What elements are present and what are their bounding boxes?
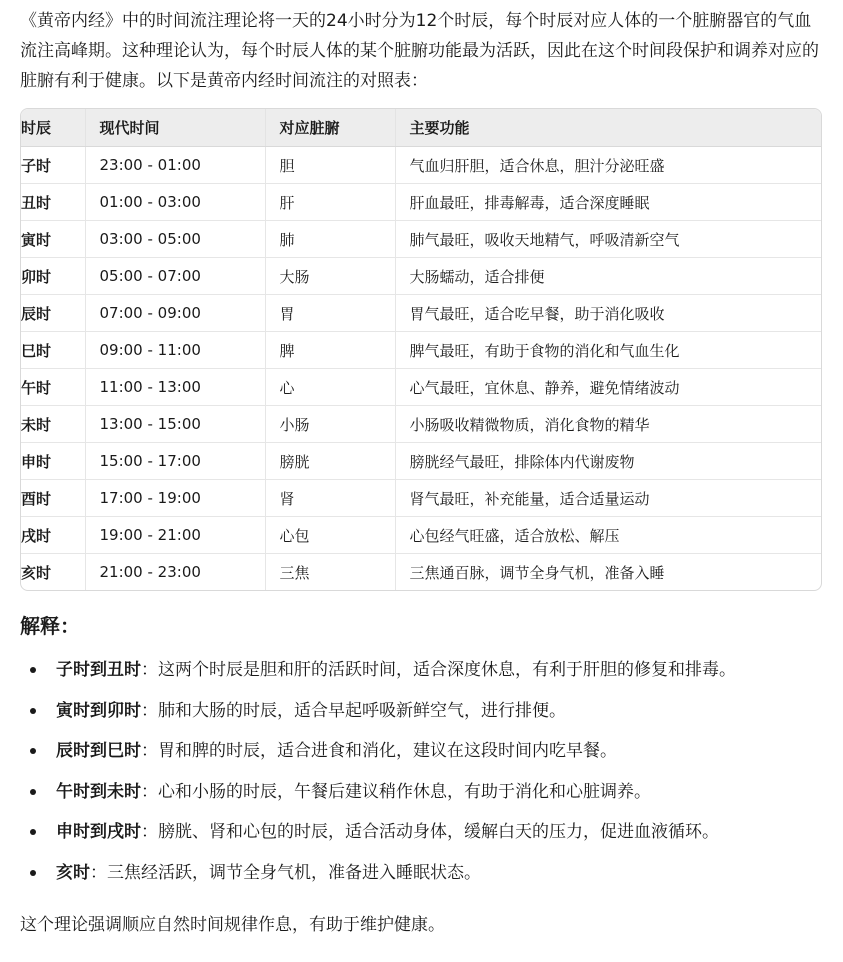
cell-modern-time: 15:00 - 17:00: [85, 443, 265, 480]
list-item: [20, 731, 830, 772]
list-item-term: 申时到戌时: [56, 822, 141, 842]
cell-function: 三焦通百脉，调节全身气机，准备入睡: [409, 563, 665, 582]
cell-shichen: 酉时: [21, 480, 85, 517]
bullet-dot-icon: [30, 667, 36, 673]
cell-modern-time: 07:00 - 09:00: [85, 295, 265, 332]
table-row: [21, 184, 821, 221]
list-item: [20, 853, 830, 894]
table-row: [21, 554, 821, 591]
cell-modern-time: 23:00 - 01:00: [85, 147, 265, 184]
list-item-text: ：肺和大肠的时辰，适合早起呼吸新鲜空气，进行排便。: [141, 700, 566, 721]
cell-function: 肺气最旺，吸收天地精气，呼吸清新空气: [395, 221, 821, 258]
cell-function: 脾气最旺，有助于食物的消化和气血生化: [395, 332, 821, 369]
list-item-text: ：膀胱、肾和心包的时辰，适合活动身体，缓解白天的压力，促进血液循环。: [141, 822, 719, 842]
list-item: [20, 772, 830, 813]
cell-organ: 肾: [265, 480, 395, 517]
cell-modern-time: 01:00 - 03:00: [85, 184, 265, 221]
list-item-text: ：胃和脾的时辰，适合进食和消化，建议在这段时间内吃早餐。: [141, 741, 617, 761]
cell-organ: 胆: [265, 147, 395, 184]
cell-function: 胃气最旺，适合吃早餐，助于消化吸收: [395, 295, 821, 332]
list-item-term: 辰时到巳时: [56, 741, 141, 761]
cell-modern-time: 09:00 - 11:00: [85, 332, 265, 369]
conclusion-paragraph: 这个理论强调顺应自然时间规律作息，有助于维护健康。: [20, 915, 445, 935]
cell-organ: 脾: [265, 332, 395, 369]
cell-modern-time: 05:00 - 07:00: [85, 258, 265, 295]
cell-organ: 心: [265, 369, 395, 406]
table-header-row: [21, 109, 821, 147]
bullet-dot-icon: [30, 870, 36, 876]
cell-function: 心包经气旺盛，适合放松、解压: [395, 517, 821, 554]
explain-list: [20, 650, 830, 893]
cell-function: 膀胱经气最旺，排除体内代谢废物: [395, 443, 821, 480]
explain-heading: 解释：: [20, 614, 80, 638]
list-item-text: ：心和小肠的时辰，午餐后建议稍作休息，有助于消化和心脏调养。: [141, 781, 651, 802]
table-row: [21, 147, 821, 184]
list-item-term: 午时到未时: [56, 781, 141, 802]
table-row: [21, 443, 821, 480]
table-row: [21, 258, 821, 295]
bullet-dot-icon: [30, 708, 36, 714]
cell-shichen: 亥时: [21, 554, 85, 591]
table-row: [21, 480, 821, 517]
cell-shichen: 申时: [21, 443, 85, 480]
cell-shichen: 辰时: [21, 295, 85, 332]
cell-shichen: 丑时: [21, 184, 85, 221]
list-item-term: 寅时到卯时: [56, 700, 141, 721]
table-row: [21, 517, 821, 554]
cell-organ: 胃: [265, 295, 395, 332]
cell-shichen: 巳时: [21, 332, 85, 369]
cell-function: 肾气最旺，补充能量，适合适量运动: [395, 480, 821, 517]
table-row: [21, 221, 821, 258]
cell-shichen: 寅时: [21, 221, 85, 258]
intro-paragraph: 《黄帝内经》中的时间流注理论将一天的24小时分为12个时辰，每个时辰对应人体的一个脏腑器官的气血流注高峰期。这种理论认为，每个时辰人体的某个脏腑功能最为活跃，因此在这个时间段保护和调养对应的脏腑有利于健康。以下是黄帝内经时间流注的对照表：: [20, 11, 819, 91]
header-modern-time: 现代时间: [85, 109, 265, 147]
cell-shichen: 子时: [21, 147, 85, 184]
cell-modern-time: 19:00 - 21:00: [85, 517, 265, 554]
cell-function: 气血归肝胆，适合休息，胆汁分泌旺盛: [395, 147, 821, 184]
cell-organ: 小肠: [265, 406, 395, 443]
cell-organ: 肝: [265, 184, 395, 221]
cell-shichen: 午时: [21, 369, 85, 406]
cell-function: 大肠蠕动，适合排便: [395, 258, 821, 295]
header-shichen: 时辰: [21, 109, 85, 147]
shichen-table: [20, 108, 822, 591]
list-item: [20, 691, 830, 732]
cell-modern-time: 17:00 - 19:00: [85, 480, 265, 517]
table-row: [21, 406, 821, 443]
list-item-text: ：这两个时辰是胆和肝的活跃时间，适合深度休息，有利于肝胆的修复和排毒。: [141, 660, 736, 680]
cell-shichen: 卯时: [21, 258, 85, 295]
cell-organ: 三焦: [265, 554, 395, 591]
list-item-text: ：三焦经活跃，调节全身气机，准备进入睡眠状态。: [90, 862, 481, 883]
cell-modern-time: 03:00 - 05:00: [85, 221, 265, 258]
bullet-dot-icon: [30, 789, 36, 795]
table-row: [21, 332, 821, 369]
table-row: [21, 369, 821, 406]
cell-modern-time: 11:00 - 13:00: [85, 369, 265, 406]
header-function: 主要功能: [395, 109, 821, 147]
cell-shichen: 戌时: [21, 517, 85, 554]
cell-function: 肝血最旺，排毒解毒，适合深度睡眠: [395, 184, 821, 221]
list-item: [20, 812, 830, 853]
cell-function: 小肠吸收精微物质，消化食物的精华: [395, 406, 821, 443]
cell-organ: 肺: [265, 221, 395, 258]
list-item: [20, 650, 830, 691]
cell-organ: 大肠: [265, 258, 395, 295]
cell-modern-time: 21:00 - 23:00: [85, 554, 265, 591]
cell-function: 心气最旺，宜休息、静养，避免情绪波动: [395, 369, 821, 406]
cell-modern-time: 13:00 - 15:00: [85, 406, 265, 443]
cell-organ: 膀胱: [265, 443, 395, 480]
cell-shichen: 未时: [21, 406, 85, 443]
list-item-term: 子时到丑时: [56, 660, 141, 680]
list-item-term: 亥时: [56, 862, 90, 883]
bullet-dot-icon: [30, 829, 36, 835]
bullet-dot-icon: [30, 748, 36, 754]
cell-organ: 心包: [265, 517, 395, 554]
table-row: [21, 295, 821, 332]
header-organ: 对应脏腑: [265, 109, 395, 147]
